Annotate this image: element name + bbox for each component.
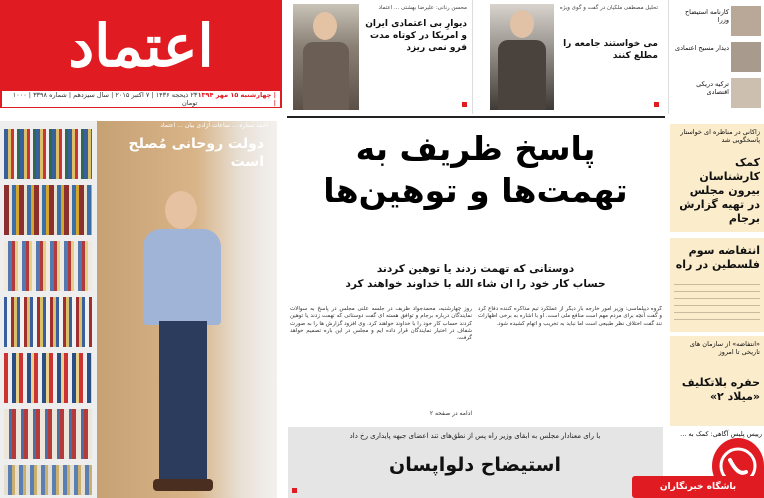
side-top-photo-1 — [731, 6, 761, 36]
continued-note[interactable]: ادامه در صفحه ۲ — [429, 410, 472, 417]
issue-date: | چهارشنبه ۱۵ مهر ۱۳۹۴ | — [197, 91, 276, 107]
main-body-column-1: گروه دیپلماسی: وزیر امور خارجه بار دیگر از عملکرد تیم مذاکره کننده دفاع کرد و گفت آنچه برای مردم مهم است منافع ملی است. او با اشاره به برخی اظهارات تند گفت اختلاف نظر طبیعی است اما نباید به تخریب و اتهام کشیده شود. — [478, 306, 662, 327]
watermark-badge: باشگاه خبرنگاران — [632, 476, 764, 498]
sidebar-item-1[interactable]: زاکانی در مناظره ای خواستار پاسخگویی شد — [680, 128, 760, 144]
sidebar-item-6[interactable]: رییس پلیس آگاهی: کمک به ... — [680, 430, 762, 438]
subheadline-line-2: حساب کار خود را ان شاء الله با خداوند خواهند کرد — [345, 278, 606, 290]
sidebar-box-2 — [670, 238, 764, 332]
sidebar-item-2[interactable]: کمک کارشناسان بیرون مجلس در تهیه گزارش برجام — [679, 156, 760, 225]
side-top-item-1[interactable]: کارنامه استیضاح وزرا — [673, 4, 763, 38]
sidebar-box-3 — [670, 336, 764, 426]
teaser-2-title: می خواستند جامعه را مطلع کنند — [563, 39, 658, 61]
secondary-story-headline: استیضاح دلواپسان — [388, 454, 561, 476]
issue-meta: ۲۳ ذیحجه ۱۴۳۶ | ۷ اکتبر ۲۰۱۵ | سال سیزدهم | شماره ۳۳۹۸ | ۱۰۰۰ تومان — [12, 91, 198, 107]
left-story-headline[interactable]: دولت روحانی مُصلح است — [128, 136, 264, 170]
main-headline[interactable] — [288, 128, 663, 212]
bullet-icon — [654, 102, 659, 107]
teaser-1-title: دیوارِ بی اعتمادی ایران و امریکا در کوتاه مدت فرو نمی ریزد — [365, 19, 467, 53]
subheadline-line-1: دوستانی که تهمت زدند یا توهین کردند — [376, 263, 575, 275]
divider — [287, 116, 665, 118]
side-top-item-2[interactable]: دیدار مسیح اعتمادی — [673, 40, 763, 74]
newspaper-logo: اعتماد — [68, 12, 214, 80]
sidebar-item-4[interactable]: «انتفاضه» از سازمان های تاریخی تا امروز — [689, 340, 760, 356]
person-shirt — [143, 229, 221, 325]
masthead — [0, 0, 282, 108]
bullet-icon — [462, 102, 467, 107]
teaser-2-photo — [490, 4, 554, 110]
person-shoes — [153, 479, 213, 491]
left-story-kicker: احمد ستاره ... ساعات آزادی بیان ... اعتماد — [160, 122, 268, 129]
side-top-photo-3 — [731, 78, 761, 108]
main-headline-line-1: پاسخ ظریف به — [355, 129, 596, 168]
teaser-2[interactable] — [478, 0, 664, 114]
sidebar-box-1 — [670, 124, 764, 232]
main-subheadline — [288, 262, 663, 292]
teaser-1-kicker: محسن رنانی: علیرضا بهشتی ... اعتماد — [378, 5, 467, 11]
main-body-column-2: روز چهارشنبه، محمدجواد ظریف در جلسه علنی مجلس در پاسخ به سوالات نمایندگان درباره برجام و توافق هسته ای گفت دوستانی که تهمت زدند یا توهین کردند حساب کار خود را با خداوند خواهند کرد. وی افزود گزارش ها را به صورت شفاف در اختیار نمایندگان قرار داده ایم و مجلس در این باره تصمیم خواهد گرفت. — [290, 306, 472, 342]
sidebar-item-5[interactable]: حفره بلاتکلیف «میلاد ۲» — [681, 376, 760, 403]
main-headline-line-2: تهمت‌ها و توهین‌ها — [323, 171, 628, 210]
side-top-photo-2 — [731, 42, 761, 72]
teaser-1[interactable] — [287, 0, 473, 114]
sidebar-body-lines — [674, 278, 760, 326]
bookshelf-photo — [0, 121, 97, 498]
side-top — [668, 0, 764, 114]
sidebar-item-3[interactable]: انتفاضه سوم فلسطین در راه — [675, 244, 760, 271]
person-head — [165, 191, 197, 229]
bullet-icon — [292, 488, 297, 493]
side-top-item-3[interactable]: ترکیه دریکی اقتصادی — [673, 76, 763, 110]
teaser-2-kicker: تحلیل مصطفی ملکیان در گفت و گوی ویژه — [559, 5, 658, 11]
person-jeans — [159, 321, 207, 481]
teaser-1-photo — [293, 4, 359, 110]
feature-photo — [97, 121, 277, 498]
secondary-story-kicker: با رای معنادار مجلس به ابقای وزیر راه پس از نطق‌های تند اعضای جبهه پایداری رخ داد — [349, 432, 601, 440]
dateline — [2, 91, 280, 107]
